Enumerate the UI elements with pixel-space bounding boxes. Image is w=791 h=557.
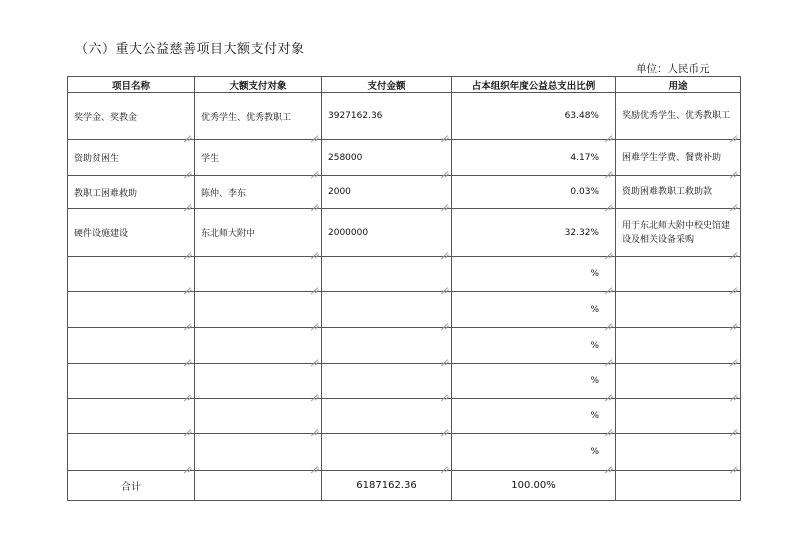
- resize-handle-icon[interactable]: [311, 246, 318, 253]
- ratio-field[interactable]: [452, 328, 616, 364]
- ratio-field-value: 0.03%: [570, 187, 599, 197]
- resize-handle-icon[interactable]: [441, 165, 448, 172]
- project-name-field[interactable]: [68, 434, 195, 471]
- table-row: [68, 140, 741, 176]
- column-header-project-name: 项目名称: [68, 77, 195, 93]
- resize-handle-icon[interactable]: [311, 165, 318, 172]
- project-name-field-value: 资助贫困生: [74, 154, 120, 164]
- table-row: [68, 93, 741, 140]
- total-amount: 6187162.36: [322, 471, 452, 501]
- table-row: [68, 292, 741, 328]
- amount-field[interactable]: [322, 93, 452, 140]
- amount-field[interactable]: [322, 140, 452, 176]
- resize-handle-icon[interactable]: [311, 423, 318, 430]
- amount-field[interactable]: [322, 399, 452, 434]
- resize-handle-icon[interactable]: [730, 353, 737, 360]
- payee-field[interactable]: [195, 209, 322, 257]
- table-header-row: [68, 77, 741, 93]
- resize-handle-icon[interactable]: [730, 388, 737, 395]
- payee-field-value: 学生: [201, 154, 220, 164]
- ratio-field-value: %: [590, 304, 599, 315]
- ratio-field-value: %: [590, 376, 599, 386]
- resize-handle-icon[interactable]: [730, 281, 737, 288]
- resize-handle-icon[interactable]: [605, 460, 612, 467]
- column-header-payee: 大额支付对象: [195, 77, 322, 93]
- project-name-field-value: 奖学金、奖教金: [74, 112, 138, 123]
- resize-handle-icon[interactable]: [311, 198, 318, 205]
- resize-handle-icon[interactable]: [184, 317, 191, 324]
- amount-field[interactable]: [322, 176, 452, 209]
- purpose-field[interactable]: [616, 328, 741, 364]
- table-row: [68, 176, 741, 209]
- column-header-amount: 支付金额: [322, 77, 452, 93]
- resize-handle-icon[interactable]: [441, 388, 448, 395]
- amount-field-value: 3927162.36: [328, 111, 383, 121]
- ratio-field[interactable]: [452, 140, 616, 176]
- resize-handle-icon[interactable]: [605, 317, 612, 324]
- total-payee-cell: [195, 471, 322, 501]
- project-name-field[interactable]: [68, 399, 195, 434]
- resize-handle-icon[interactable]: [184, 129, 191, 136]
- amount-field-value: 2000000: [328, 227, 369, 238]
- ratio-field[interactable]: [452, 257, 616, 292]
- resize-handle-icon[interactable]: [441, 198, 448, 205]
- purpose-field[interactable]: [616, 176, 741, 209]
- resize-handle-icon[interactable]: [311, 281, 318, 288]
- project-name-field[interactable]: [68, 328, 195, 364]
- purpose-field[interactable]: [616, 292, 741, 328]
- column-header-purpose: 用途: [616, 77, 741, 93]
- payee-field[interactable]: [195, 399, 322, 434]
- payee-field-value: 优秀学生、优秀教职工: [201, 112, 292, 123]
- amount-field[interactable]: [322, 328, 452, 364]
- resize-handle-icon[interactable]: [441, 460, 448, 467]
- resize-handle-icon[interactable]: [184, 198, 191, 205]
- payee-field[interactable]: [195, 176, 322, 209]
- table-row: [68, 399, 741, 434]
- payee-field[interactable]: [195, 434, 322, 471]
- resize-handle-icon[interactable]: [605, 423, 612, 430]
- table-row: [68, 434, 741, 471]
- total-label: 合计: [68, 471, 195, 501]
- purpose-field[interactable]: [616, 209, 741, 257]
- ratio-field-value: 32.32%: [564, 227, 599, 238]
- project-name-field[interactable]: [68, 140, 195, 176]
- resize-handle-icon[interactable]: [441, 281, 448, 288]
- resize-handle-icon[interactable]: [311, 353, 318, 360]
- resize-handle-icon[interactable]: [441, 129, 448, 136]
- project-name-field[interactable]: [68, 364, 195, 399]
- total-ratio: 100.00%: [452, 471, 616, 501]
- resize-handle-icon[interactable]: [605, 388, 612, 395]
- resize-handle-icon[interactable]: [184, 423, 191, 430]
- ratio-field-value: %: [590, 340, 599, 351]
- amount-field[interactable]: [322, 434, 452, 471]
- amount-field-value: 258000: [328, 152, 363, 163]
- ratio-field[interactable]: [452, 434, 616, 471]
- payee-field-value: 陈仲、李东: [201, 188, 247, 199]
- resize-handle-icon[interactable]: [605, 129, 612, 136]
- resize-handle-icon[interactable]: [730, 246, 737, 253]
- table-row: [68, 364, 741, 399]
- resize-handle-icon[interactable]: [730, 423, 737, 430]
- ratio-field-value: %: [590, 447, 599, 457]
- resize-handle-icon[interactable]: [605, 246, 612, 253]
- unit-label: 单位：人民币元: [636, 63, 710, 75]
- resize-handle-icon[interactable]: [311, 317, 318, 324]
- resize-handle-icon[interactable]: [730, 460, 737, 467]
- payee-field[interactable]: [195, 328, 322, 364]
- resize-handle-icon[interactable]: [605, 353, 612, 360]
- project-name-field[interactable]: [68, 93, 195, 140]
- project-name-field-value: 教职工困难救助: [74, 188, 138, 199]
- project-name-field-value: 硬件设施建设: [74, 229, 129, 239]
- column-header-ratio: 占本组织年度公益总支出比例: [452, 77, 616, 93]
- payee-field[interactable]: [195, 292, 322, 328]
- ratio-field-value: 4.17%: [570, 152, 599, 163]
- resize-handle-icon[interactable]: [184, 388, 191, 395]
- section-title: （六）重大公益慈善项目大额支付对象: [75, 42, 305, 57]
- purpose-field-value: 困难学生学费、餐费补助: [622, 152, 722, 163]
- purpose-field[interactable]: [616, 434, 741, 471]
- resize-handle-icon[interactable]: [184, 281, 191, 288]
- resize-handle-icon[interactable]: [441, 246, 448, 253]
- payee-field[interactable]: [195, 364, 322, 399]
- project-name-field[interactable]: [68, 209, 195, 257]
- project-name-field[interactable]: [68, 176, 195, 209]
- purpose-field[interactable]: [616, 364, 741, 399]
- amount-field[interactable]: [322, 257, 452, 292]
- ratio-field[interactable]: [452, 176, 616, 209]
- resize-handle-icon[interactable]: [311, 129, 318, 136]
- resize-handle-icon[interactable]: [441, 423, 448, 430]
- purpose-field-value: 用于东北师大附中校史馆建设及相关设备采购: [622, 220, 731, 245]
- ratio-field[interactable]: [452, 209, 616, 257]
- resize-handle-icon[interactable]: [605, 165, 612, 172]
- ratio-field[interactable]: [452, 93, 616, 140]
- resize-handle-icon[interactable]: [730, 317, 737, 324]
- project-name-field[interactable]: [68, 292, 195, 328]
- resize-handle-icon[interactable]: [184, 165, 191, 172]
- resize-handle-icon[interactable]: [605, 281, 612, 288]
- amount-field[interactable]: [322, 209, 452, 257]
- payee-field[interactable]: [195, 257, 322, 292]
- resize-handle-icon[interactable]: [311, 388, 318, 395]
- amount-field[interactable]: [322, 364, 452, 399]
- amount-field[interactable]: [322, 292, 452, 328]
- ratio-field[interactable]: [452, 399, 616, 434]
- resize-handle-icon[interactable]: [605, 198, 612, 205]
- table-row: [68, 328, 741, 364]
- ratio-field-value: 63.48%: [564, 111, 599, 121]
- purpose-field-value: 资助困难教职工救助款: [622, 187, 713, 197]
- total-purpose-cell: [616, 471, 741, 501]
- payment-table: [67, 76, 741, 501]
- amount-field-value: 2000: [328, 187, 351, 197]
- resize-handle-icon[interactable]: [184, 353, 191, 360]
- ratio-field-value: %: [590, 411, 599, 421]
- ratio-field[interactable]: [452, 292, 616, 328]
- purpose-field[interactable]: [616, 257, 741, 292]
- payee-field-value: 东北师大附中: [201, 229, 256, 239]
- resize-handle-icon[interactable]: [730, 165, 737, 172]
- payee-field[interactable]: [195, 93, 322, 140]
- resize-handle-icon[interactable]: [730, 198, 737, 205]
- payee-field[interactable]: [195, 140, 322, 176]
- resize-handle-icon[interactable]: [311, 460, 318, 467]
- total-row: [68, 471, 741, 501]
- resize-handle-icon[interactable]: [441, 317, 448, 324]
- project-name-field[interactable]: [68, 257, 195, 292]
- ratio-field-value: %: [590, 269, 599, 279]
- purpose-field[interactable]: [616, 93, 741, 140]
- resize-handle-icon[interactable]: [730, 129, 737, 136]
- ratio-field[interactable]: [452, 364, 616, 399]
- purpose-field[interactable]: [616, 140, 741, 176]
- resize-handle-icon[interactable]: [184, 460, 191, 467]
- resize-handle-icon[interactable]: [441, 353, 448, 360]
- resize-handle-icon[interactable]: [184, 246, 191, 253]
- purpose-field[interactable]: [616, 399, 741, 434]
- table-row: [68, 209, 741, 257]
- purpose-field-value: 奖励优秀学生、优秀教职工: [622, 111, 731, 121]
- table-row: [68, 257, 741, 292]
